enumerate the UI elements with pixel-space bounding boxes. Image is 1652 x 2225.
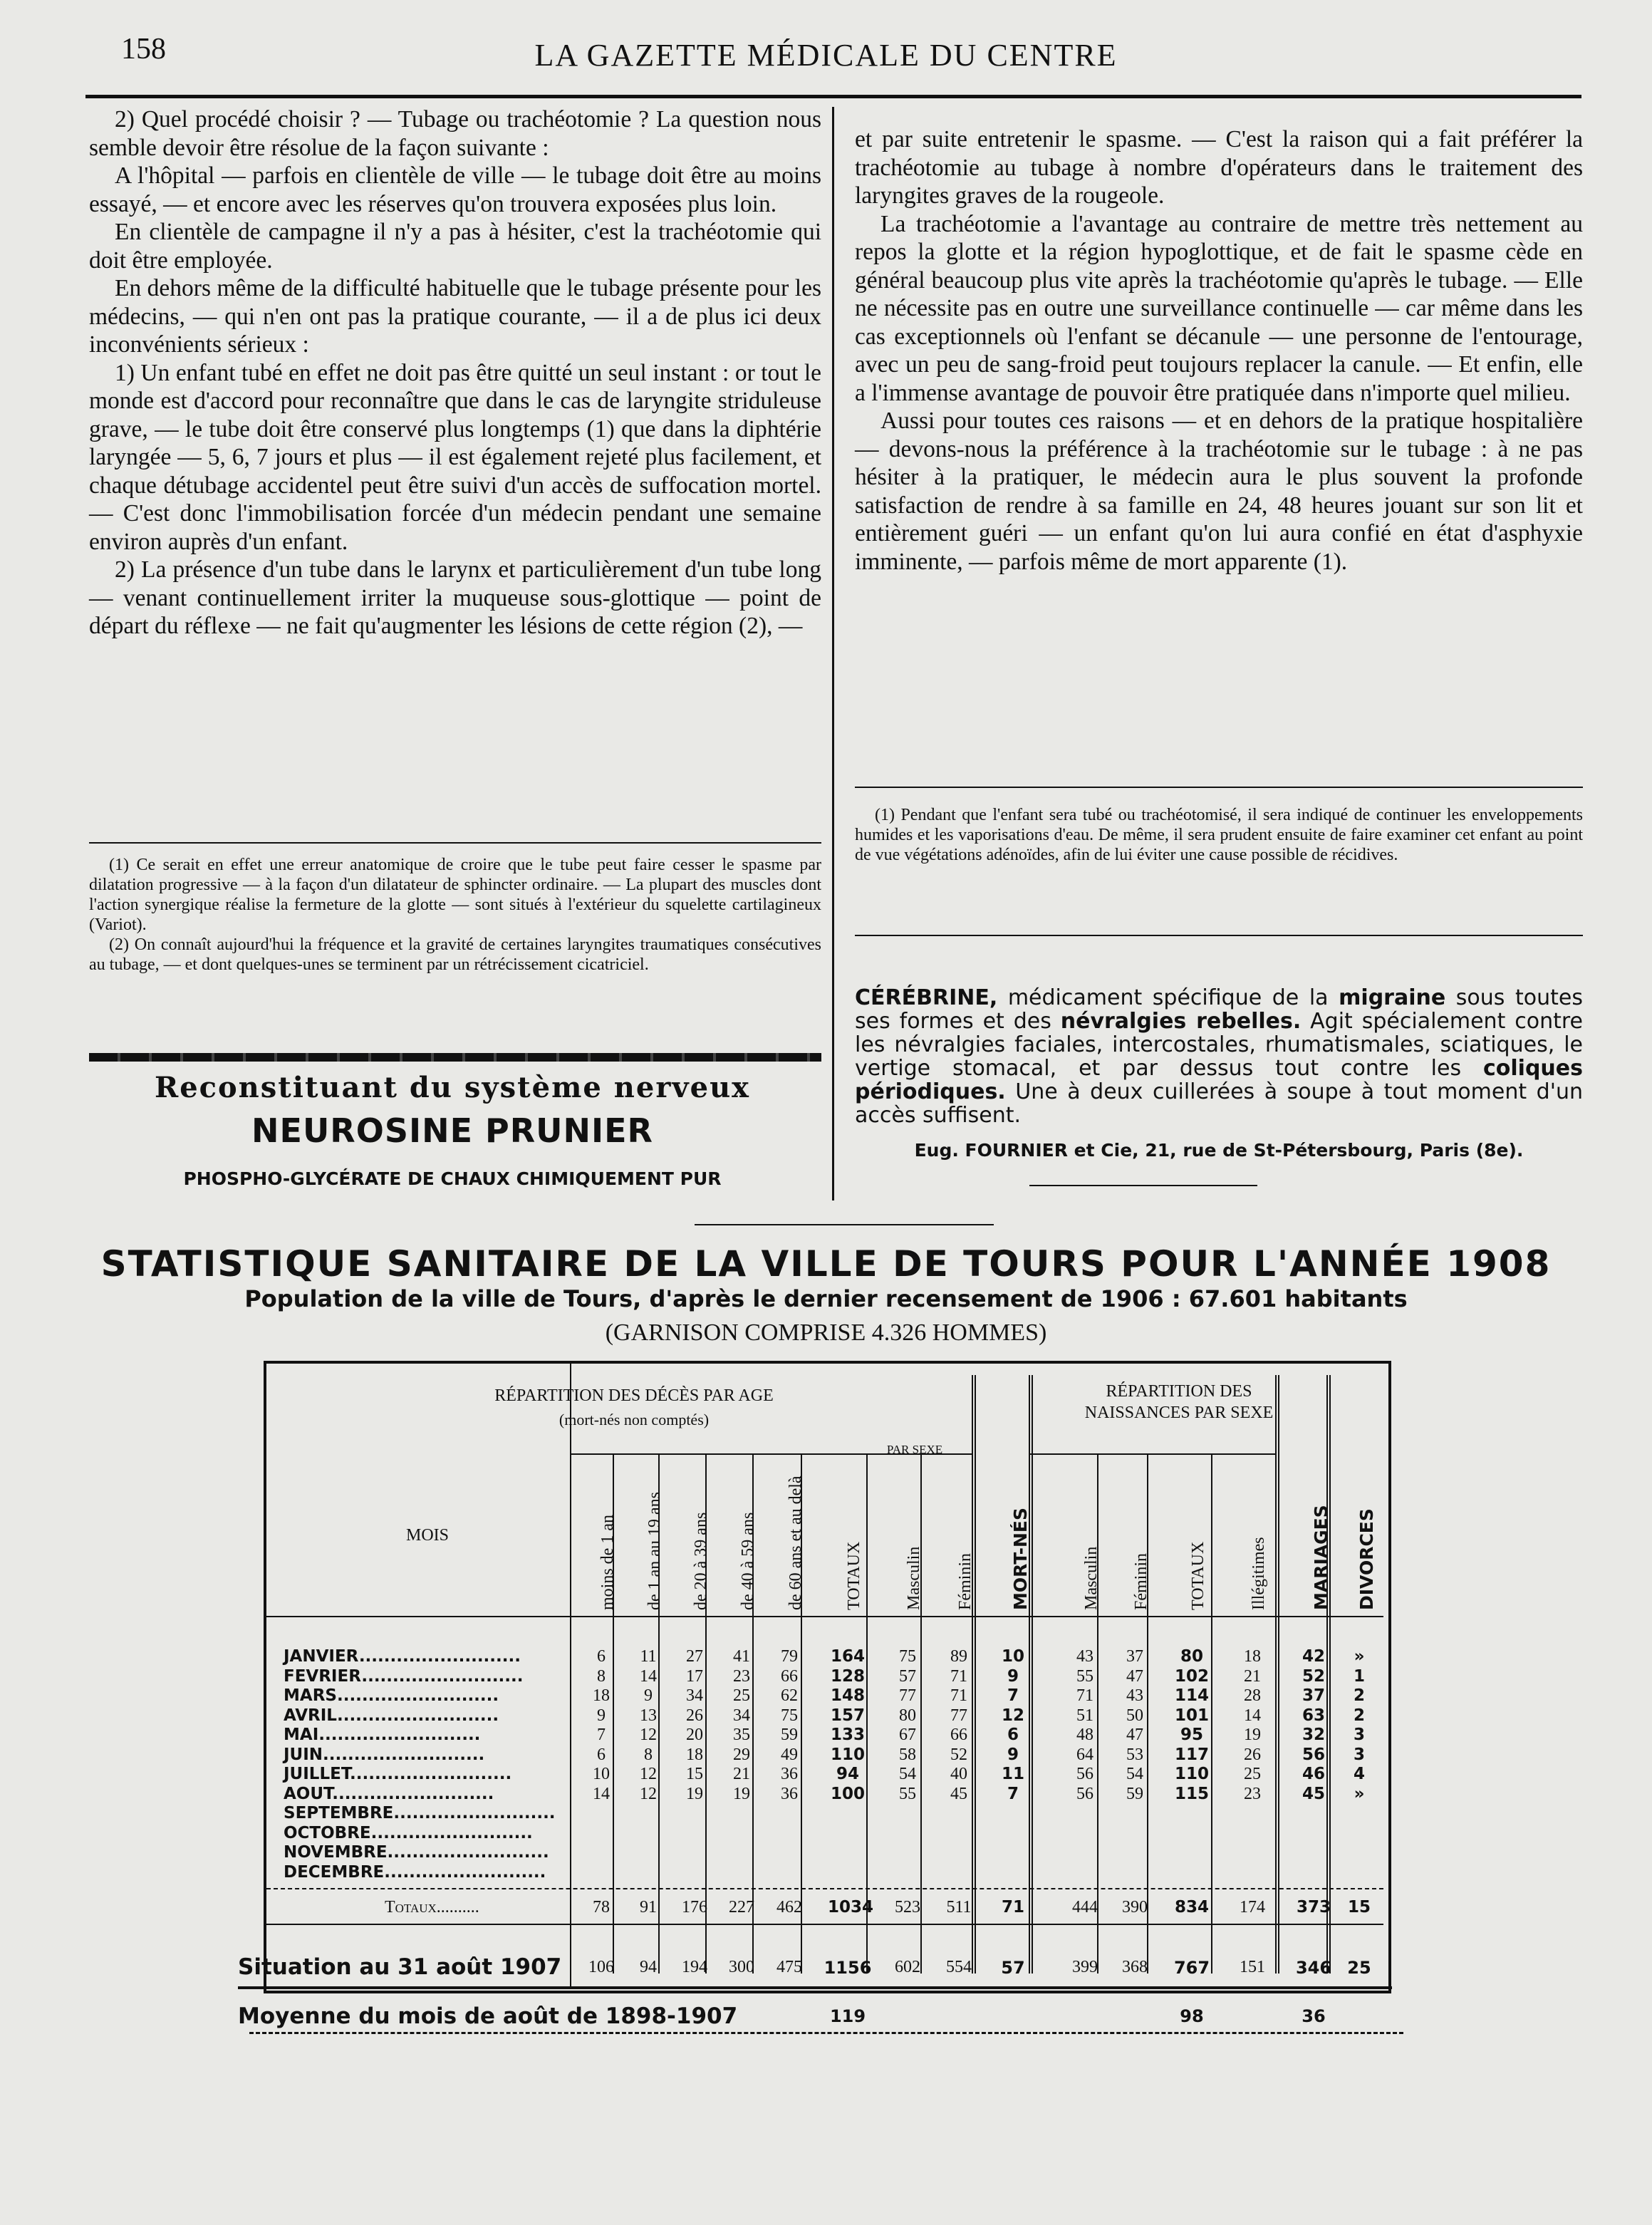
month-label: JANVIER.......................... [284, 1647, 521, 1666]
column-divider [832, 107, 834, 1200]
table-cell: 43 [1126, 1686, 1143, 1705]
paragraph: La trachéotomie a l'avantage au contraire de mettre très nettement au repos la glotte et la région hypoglottique, et de fait le spasme cède en général beaucoup plus vite après la trachéotomie qu'après le tubage. — Elle ne nécessite pas en outre une surveillance continuelle — car même dans les cas exceptionnels où l'enfant se décanule — une personne de l'entourage, avec un peu de sang-froid peut toujours replacer la canule. — Et enfin, elle a l'immense avantage de pouvoir être pratiquée dans n'importe quel milieu. [855, 210, 1583, 406]
situation-cell: 194 [682, 1958, 707, 1976]
column-header: de 1 an au 19 ans [645, 1492, 664, 1610]
table-cell: 11 [1001, 1765, 1024, 1783]
table-cell: 102 [1174, 1666, 1209, 1686]
situation-cell: 475 [776, 1958, 802, 1976]
column-header: moins de 1 an [598, 1515, 617, 1610]
situation-cell: 399 [1072, 1958, 1098, 1976]
summary-rule [238, 1986, 1392, 1989]
moyenne-label: Moyenne du mois de août de 1898-1907 [238, 2003, 738, 2029]
month-label: MAI.......................... [284, 1726, 481, 1744]
footnote: (2) On connaît aujourd'hui la fréquence et la gravité de certaines laryngites traumatiques consécutives au tubage, — et dont quelques-unes se terminent par un rétrécissement cicatriciel. [89, 935, 821, 974]
cerebrine-ad-text: CÉRÉBRINE, médicament spécifique de la migraine sous toutes ses formes et des névralgies rebelles. Agit spécialement contre les névralgies faciales, intercostales, rhumatismales, sciatiques, le vertige stomacal, et par dessus tout contre les coliques périodiques. Une à deux cuillerées à soupe à tout moment d'un accès suffisent. [855, 985, 1583, 1128]
table-cell: 2 [1353, 1686, 1365, 1705]
column-header: Masculin [1082, 1546, 1101, 1610]
table-cell: 32 [1302, 1726, 1325, 1744]
table-cell: 12 [640, 1784, 657, 1803]
table-cell: 58 [899, 1745, 916, 1764]
table-cell: 10 [1001, 1647, 1024, 1666]
section-rule [695, 1224, 994, 1225]
ad-border-rule [89, 1053, 821, 1062]
header-line [266, 1888, 1383, 1889]
header-deces-note: (mort-nés non comptés) [559, 1411, 710, 1428]
table-cell: 55 [899, 1784, 916, 1803]
totals-cell: 176 [682, 1898, 707, 1917]
table-cell: 114 [1174, 1686, 1209, 1705]
table-cell: 45 [1302, 1784, 1325, 1803]
paragraph: A l'hôpital — parfois en clientèle de ville — le tubage doit être au moins essayé, — et encore avec les réserves qu'on trouvera exposées plus loin. [89, 162, 821, 217]
table-cell: 110 [1174, 1765, 1209, 1783]
table-cell: 8 [644, 1745, 653, 1764]
table-cell: 34 [686, 1686, 703, 1705]
table-cell: 18 [686, 1745, 703, 1764]
table-cell: 71 [1076, 1686, 1093, 1705]
totals-cell: 444 [1072, 1898, 1098, 1917]
table-cell: 110 [830, 1745, 865, 1764]
table-cell: 13 [640, 1706, 657, 1725]
table-cell: 10 [593, 1765, 610, 1783]
header-line [266, 1924, 1383, 1925]
table-cell: 115 [1174, 1784, 1209, 1803]
table-cell: 6 [597, 1647, 606, 1666]
totals-cell: 71 [1001, 1898, 1024, 1917]
table-cell: 19 [1244, 1726, 1261, 1744]
footnote: (1) Pendant que l'enfant sera tubé ou trachéotomisé, il sera indiqué de continuer les enveloppements humides et les vaporisations d'eau. De même, il sera prudent ensuite de faire examiner cet enfant au point de vue végétations adénoïdes, afin de lui éviter une cause possible de récidives. [855, 806, 1583, 864]
table-cell: 56 [1302, 1745, 1325, 1764]
totals-cell: 390 [1122, 1898, 1148, 1917]
totals-cell: 834 [1174, 1898, 1209, 1917]
table-cell: 9 [1007, 1745, 1019, 1764]
footnote-rule [89, 842, 821, 844]
column-header: TOTAUX [845, 1541, 863, 1610]
table-cell: 12 [1001, 1706, 1024, 1725]
situation-cell: 602 [895, 1958, 920, 1976]
neurosine-ad-tagline: Reconstituant du système nerveux [154, 1071, 751, 1104]
table-cell: 51 [1076, 1706, 1093, 1725]
table-cell: 48 [1076, 1726, 1093, 1744]
table-cell: 63 [1302, 1706, 1325, 1725]
column-header: de 60 ans et au delà [786, 1475, 805, 1610]
table-cell: 21 [1244, 1666, 1261, 1686]
table-cell: 79 [781, 1647, 798, 1666]
situation-label: Situation au 31 août 1907 [238, 1954, 562, 1980]
table-cell: 26 [686, 1706, 703, 1725]
table-cell: 117 [1174, 1745, 1209, 1764]
moyenne-cell: 36 [1302, 2006, 1326, 2026]
situation-cell: 346 [1295, 1958, 1332, 1978]
table-cell: 56 [1076, 1784, 1093, 1803]
table-cell: 54 [899, 1765, 916, 1783]
totals-cell: 78 [593, 1898, 610, 1917]
header-deces: RÉPARTITION DES DÉCÈS PAR AGE [494, 1386, 774, 1405]
table-cell: 45 [950, 1784, 967, 1803]
table-cell: 89 [950, 1647, 967, 1666]
situation-cell: 94 [640, 1958, 657, 1976]
cerebrine-signature: Eug. FOURNIER et Cie, 21, rue de St-Pétersbourg, Paris (8e). [914, 1140, 1524, 1161]
table-cell: 15 [686, 1765, 703, 1783]
table-cell: 54 [1126, 1765, 1143, 1783]
paragraph: En dehors même de la difficulté habituelle que le tubage présente pour les médecins, — qui n'en ont pas la pratique courante, — il a de plus ici deux inconvénients sérieux : [89, 275, 821, 358]
column-header: DIVORCES [1356, 1508, 1377, 1610]
table-cell: 62 [781, 1686, 798, 1705]
page-number: 158 [121, 33, 166, 66]
paragraph: 2) La présence d'un tube dans le larynx et particulièrement d'un tube long — venant continuellement irriter la muqueuse sous-glottique — point de départ du réflexe — ne fait qu'augmenter les lésions de cette région (2), — [89, 556, 821, 639]
table-cell: 21 [733, 1765, 750, 1783]
header-line [1029, 1453, 1275, 1455]
paragraph: En clientèle de campagne il n'y a pas à hésiter, c'est la trachéotomie qui doit être employée. [89, 219, 821, 274]
totals-cell: 1034 [828, 1898, 874, 1917]
table-cell: 52 [1302, 1666, 1325, 1686]
table-cell: 47 [1126, 1726, 1143, 1744]
table-cell: 157 [830, 1706, 865, 1725]
table-cell: 27 [686, 1647, 703, 1666]
situation-cell: 57 [1001, 1958, 1025, 1978]
paragraph: et par suite entretenir le spasme. — C'est la raison qui a fait préférer la trachéotomie au tubage à nombre d'opérateurs dans le traitement des laryngites graves de la rougeole. [855, 126, 1583, 209]
paragraph: 2) Quel procédé choisir ? — Tubage ou trachéotomie ? La question nous semble devoir être résolue de la façon suivante : [89, 106, 821, 161]
table-cell: 25 [1244, 1765, 1261, 1783]
table-cell: 7 [1007, 1784, 1019, 1803]
paragraph: 1) Un enfant tubé en effet ne doit pas être quitté un seul instant : or tout le monde est d'accord pour reconnaître que dans le cas de laryngite striduleuse grave, — le tube doit être conservé plus longtemps (1) que dans la diphtérie laryngée — 5, 6, 7 jours et plus — il est également rejeté plus facilement, et chaque détubage accidentel peut être suivi d'un accès de suffocation mortel. — C'est donc l'immobilisation forcée d'un médecin pendant une semaine environ auprès d'un enfant. [89, 359, 821, 555]
table-cell: 64 [1076, 1745, 1093, 1764]
summary-rule [249, 2032, 1403, 2034]
table-cell: 66 [950, 1726, 967, 1744]
stats-subtitle: Population de la ville de Tours, d'après le dernier recensement de 1906 : 67.601 habitants [244, 1285, 1408, 1312]
table-cell: 59 [781, 1726, 798, 1744]
table-cell: 50 [1126, 1706, 1143, 1725]
column-header: MORT-NÉS [1010, 1507, 1031, 1610]
month-label: MARS.......................... [284, 1686, 499, 1705]
stats-title: STATISTIQUE SANITAIRE DE LA VILLE DE TOURS POUR L'ANNÉE 1908 [100, 1243, 1552, 1285]
cerebrine-brand: CÉRÉBRINE, [855, 985, 998, 1010]
table-cell: 9 [644, 1686, 653, 1705]
neurosine-ad-name: NEUROSINE PRUNIER [251, 1111, 653, 1150]
table-cell: 9 [1007, 1666, 1019, 1686]
table-cell: 40 [950, 1765, 967, 1783]
table-cell: 37 [1302, 1686, 1325, 1705]
moyenne-cell: 98 [1180, 2006, 1204, 2026]
situation-cell: 368 [1122, 1958, 1148, 1976]
column-header: Féminin [956, 1552, 975, 1610]
table-cell: 46 [1302, 1765, 1325, 1783]
table-cell: 28 [1244, 1686, 1261, 1705]
table-cell: 80 [899, 1706, 916, 1725]
header-mois: MOIS [405, 1526, 449, 1545]
table-cell: 12 [640, 1765, 657, 1783]
month-label: OCTOBRE.......................... [284, 1823, 533, 1842]
table-cell: 164 [830, 1647, 865, 1666]
table-cell: 77 [899, 1686, 916, 1705]
column-header: Masculin [905, 1546, 923, 1610]
table-cell: 56 [1076, 1765, 1093, 1783]
table-cell: 20 [686, 1726, 703, 1744]
situation-cell: 554 [946, 1958, 972, 1976]
table-cell: 43 [1076, 1647, 1093, 1666]
month-label: FEVRIER.......................... [284, 1666, 524, 1686]
column-header: de 40 à 59 ans [739, 1512, 757, 1610]
table-cell: 53 [1126, 1745, 1143, 1764]
month-label: JUIN.......................... [284, 1745, 485, 1764]
table-cell: 23 [733, 1666, 750, 1686]
table-cell: 2 [1353, 1706, 1365, 1725]
totals-cell: 511 [946, 1898, 972, 1917]
header-naissances: RÉPARTITION DES NAISSANCES PAR SEXE [1084, 1382, 1274, 1422]
column-header: Illégitimes [1250, 1537, 1268, 1610]
journal-title: LA GAZETTE MÉDICALE DU CENTRE [534, 38, 1118, 73]
table-cell: 36 [781, 1765, 798, 1783]
table-cell: 1 [1353, 1666, 1365, 1686]
situation-cell: 25 [1347, 1958, 1371, 1978]
table-cell: 52 [950, 1745, 967, 1764]
totaux-label: Totaux.......... [385, 1898, 479, 1917]
column-header: Féminin [1132, 1552, 1150, 1610]
table-cell: 101 [1174, 1706, 1209, 1725]
table-cell: 34 [733, 1706, 750, 1725]
table-cell: 9 [597, 1706, 606, 1725]
column-header: de 20 à 39 ans [692, 1512, 710, 1610]
column-line [1275, 1375, 1279, 1974]
footnote-rule [855, 787, 1583, 788]
table-cell: 18 [593, 1686, 610, 1705]
table-cell: 8 [597, 1666, 606, 1686]
table-cell: 19 [686, 1784, 703, 1803]
month-label: NOVEMBRE.......................... [284, 1843, 549, 1862]
ad-rule [855, 935, 1583, 936]
header-rule [85, 95, 1581, 98]
table-cell: 26 [1244, 1745, 1261, 1764]
totals-cell: 523 [895, 1898, 920, 1917]
situation-cell: 151 [1240, 1958, 1265, 1976]
paragraph: Aussi pour toutes ces raisons — et en dehors de la pratique hospitalière — devons-nous la préférence à la trachéotomie sur le tubage : à ne pas hésiter à la pratiquer, le médecin aura le plus souvent la profonde satisfaction de rendre à sa famille en 24, 48 heures jouant sur son lit et entièrement guéri — un enfant qu'on lui aura confié en état d'asphyxie imminente, — parfois même de mort apparente (1). [855, 408, 1583, 575]
totals-cell: 373 [1296, 1898, 1331, 1917]
table-cell: 59 [1126, 1784, 1143, 1803]
month-label: AOUT.......................... [284, 1784, 494, 1803]
table-cell: 148 [830, 1686, 865, 1705]
column-line [570, 1361, 571, 1988]
table-cell: 17 [686, 1666, 703, 1686]
table-cell: 6 [597, 1745, 606, 1764]
neurosine-ad-description: PHOSPHO-GLYCÉRATE DE CHAUX CHIMIQUEMENT PUR [183, 1168, 722, 1189]
table-cell: 41 [733, 1647, 750, 1666]
article-right-column [855, 125, 1583, 576]
totals-cell: 462 [776, 1898, 802, 1917]
footnote: (1) Ce serait en effet une erreur anatomique de croire que le tube peut faire cesser le spasme par dilatation progressive — à la façon d'un dilatateur de sphincter ordinaire. — La plupart des muscles dont l'action synergique réalise la fermeture de la glotte — sont situés à l'extérieur du squelette cartilagineux (Variot). [89, 856, 821, 934]
table-cell: 25 [733, 1686, 750, 1705]
totals-cell: 91 [640, 1898, 657, 1917]
situation-cell: 106 [588, 1958, 614, 1976]
table-cell: 6 [1007, 1726, 1019, 1744]
table-cell: 19 [733, 1784, 750, 1803]
table-cell: 3 [1353, 1745, 1365, 1764]
stats-subtitle-garrison: (GARNISON COMPRISE 4.326 HOMMES) [605, 1319, 1047, 1346]
table-cell: 133 [830, 1726, 865, 1744]
totals-cell: 15 [1347, 1898, 1371, 1917]
table-cell: 57 [899, 1666, 916, 1686]
column-header: TOTAUX [1189, 1541, 1207, 1610]
table-cell: 11 [640, 1647, 657, 1666]
table-cell: 35 [733, 1726, 750, 1744]
table-cell: 71 [950, 1686, 967, 1705]
table-cell: 55 [1076, 1666, 1093, 1686]
ad-end-rule [1029, 1185, 1257, 1186]
table-cell: 14 [593, 1784, 610, 1803]
table-cell: 75 [899, 1647, 916, 1666]
table-cell: 7 [597, 1726, 606, 1744]
table-cell: » [1354, 1647, 1365, 1666]
table-cell: 3 [1353, 1726, 1365, 1744]
month-label: JUILLET.......................... [284, 1765, 512, 1783]
situation-cell: 767 [1173, 1958, 1210, 1978]
table-cell: 37 [1126, 1647, 1143, 1666]
month-label: DECEMBRE.......................... [284, 1862, 546, 1882]
left-footnotes [89, 855, 821, 975]
table-cell: 18 [1244, 1647, 1261, 1666]
table-cell: 29 [733, 1745, 750, 1764]
situation-cell: 1156 [824, 1958, 872, 1978]
table-cell: 67 [899, 1726, 916, 1744]
table-cell: 4 [1353, 1765, 1365, 1783]
column-header: MARIAGES [1311, 1505, 1331, 1610]
table-cell: 128 [830, 1666, 865, 1686]
table-cell: 23 [1244, 1784, 1261, 1803]
table-cell: 42 [1302, 1647, 1325, 1666]
totals-cell: 227 [729, 1898, 754, 1917]
table-cell: 77 [950, 1706, 967, 1725]
table-cell: 95 [1180, 1726, 1203, 1744]
table-cell: 71 [950, 1666, 967, 1686]
table-cell: 47 [1126, 1666, 1143, 1686]
table-cell: 36 [781, 1784, 798, 1803]
table-cell: 66 [781, 1666, 798, 1686]
article-left-column [89, 105, 821, 640]
situation-cell: 300 [729, 1958, 754, 1976]
table-cell: 12 [640, 1726, 657, 1744]
table-cell: 14 [640, 1666, 657, 1686]
table-cell: 75 [781, 1706, 798, 1725]
table-cell: 14 [1244, 1706, 1261, 1725]
table-cell: 100 [830, 1784, 865, 1803]
month-label: AVRIL.......................... [284, 1706, 499, 1725]
header-line [266, 1616, 1383, 1617]
moyenne-cell: 119 [829, 2006, 866, 2026]
table-cell: » [1354, 1784, 1365, 1803]
table-cell: 80 [1180, 1647, 1203, 1666]
right-footnote [855, 805, 1583, 865]
table-cell: 49 [781, 1745, 798, 1764]
totals-cell: 174 [1240, 1898, 1265, 1917]
header-par-sexe: PAR SEXE [886, 1443, 943, 1456]
month-label: SEPTEMBRE.......................... [284, 1804, 556, 1822]
table-cell: 7 [1007, 1686, 1019, 1705]
table-cell: 94 [836, 1765, 859, 1783]
